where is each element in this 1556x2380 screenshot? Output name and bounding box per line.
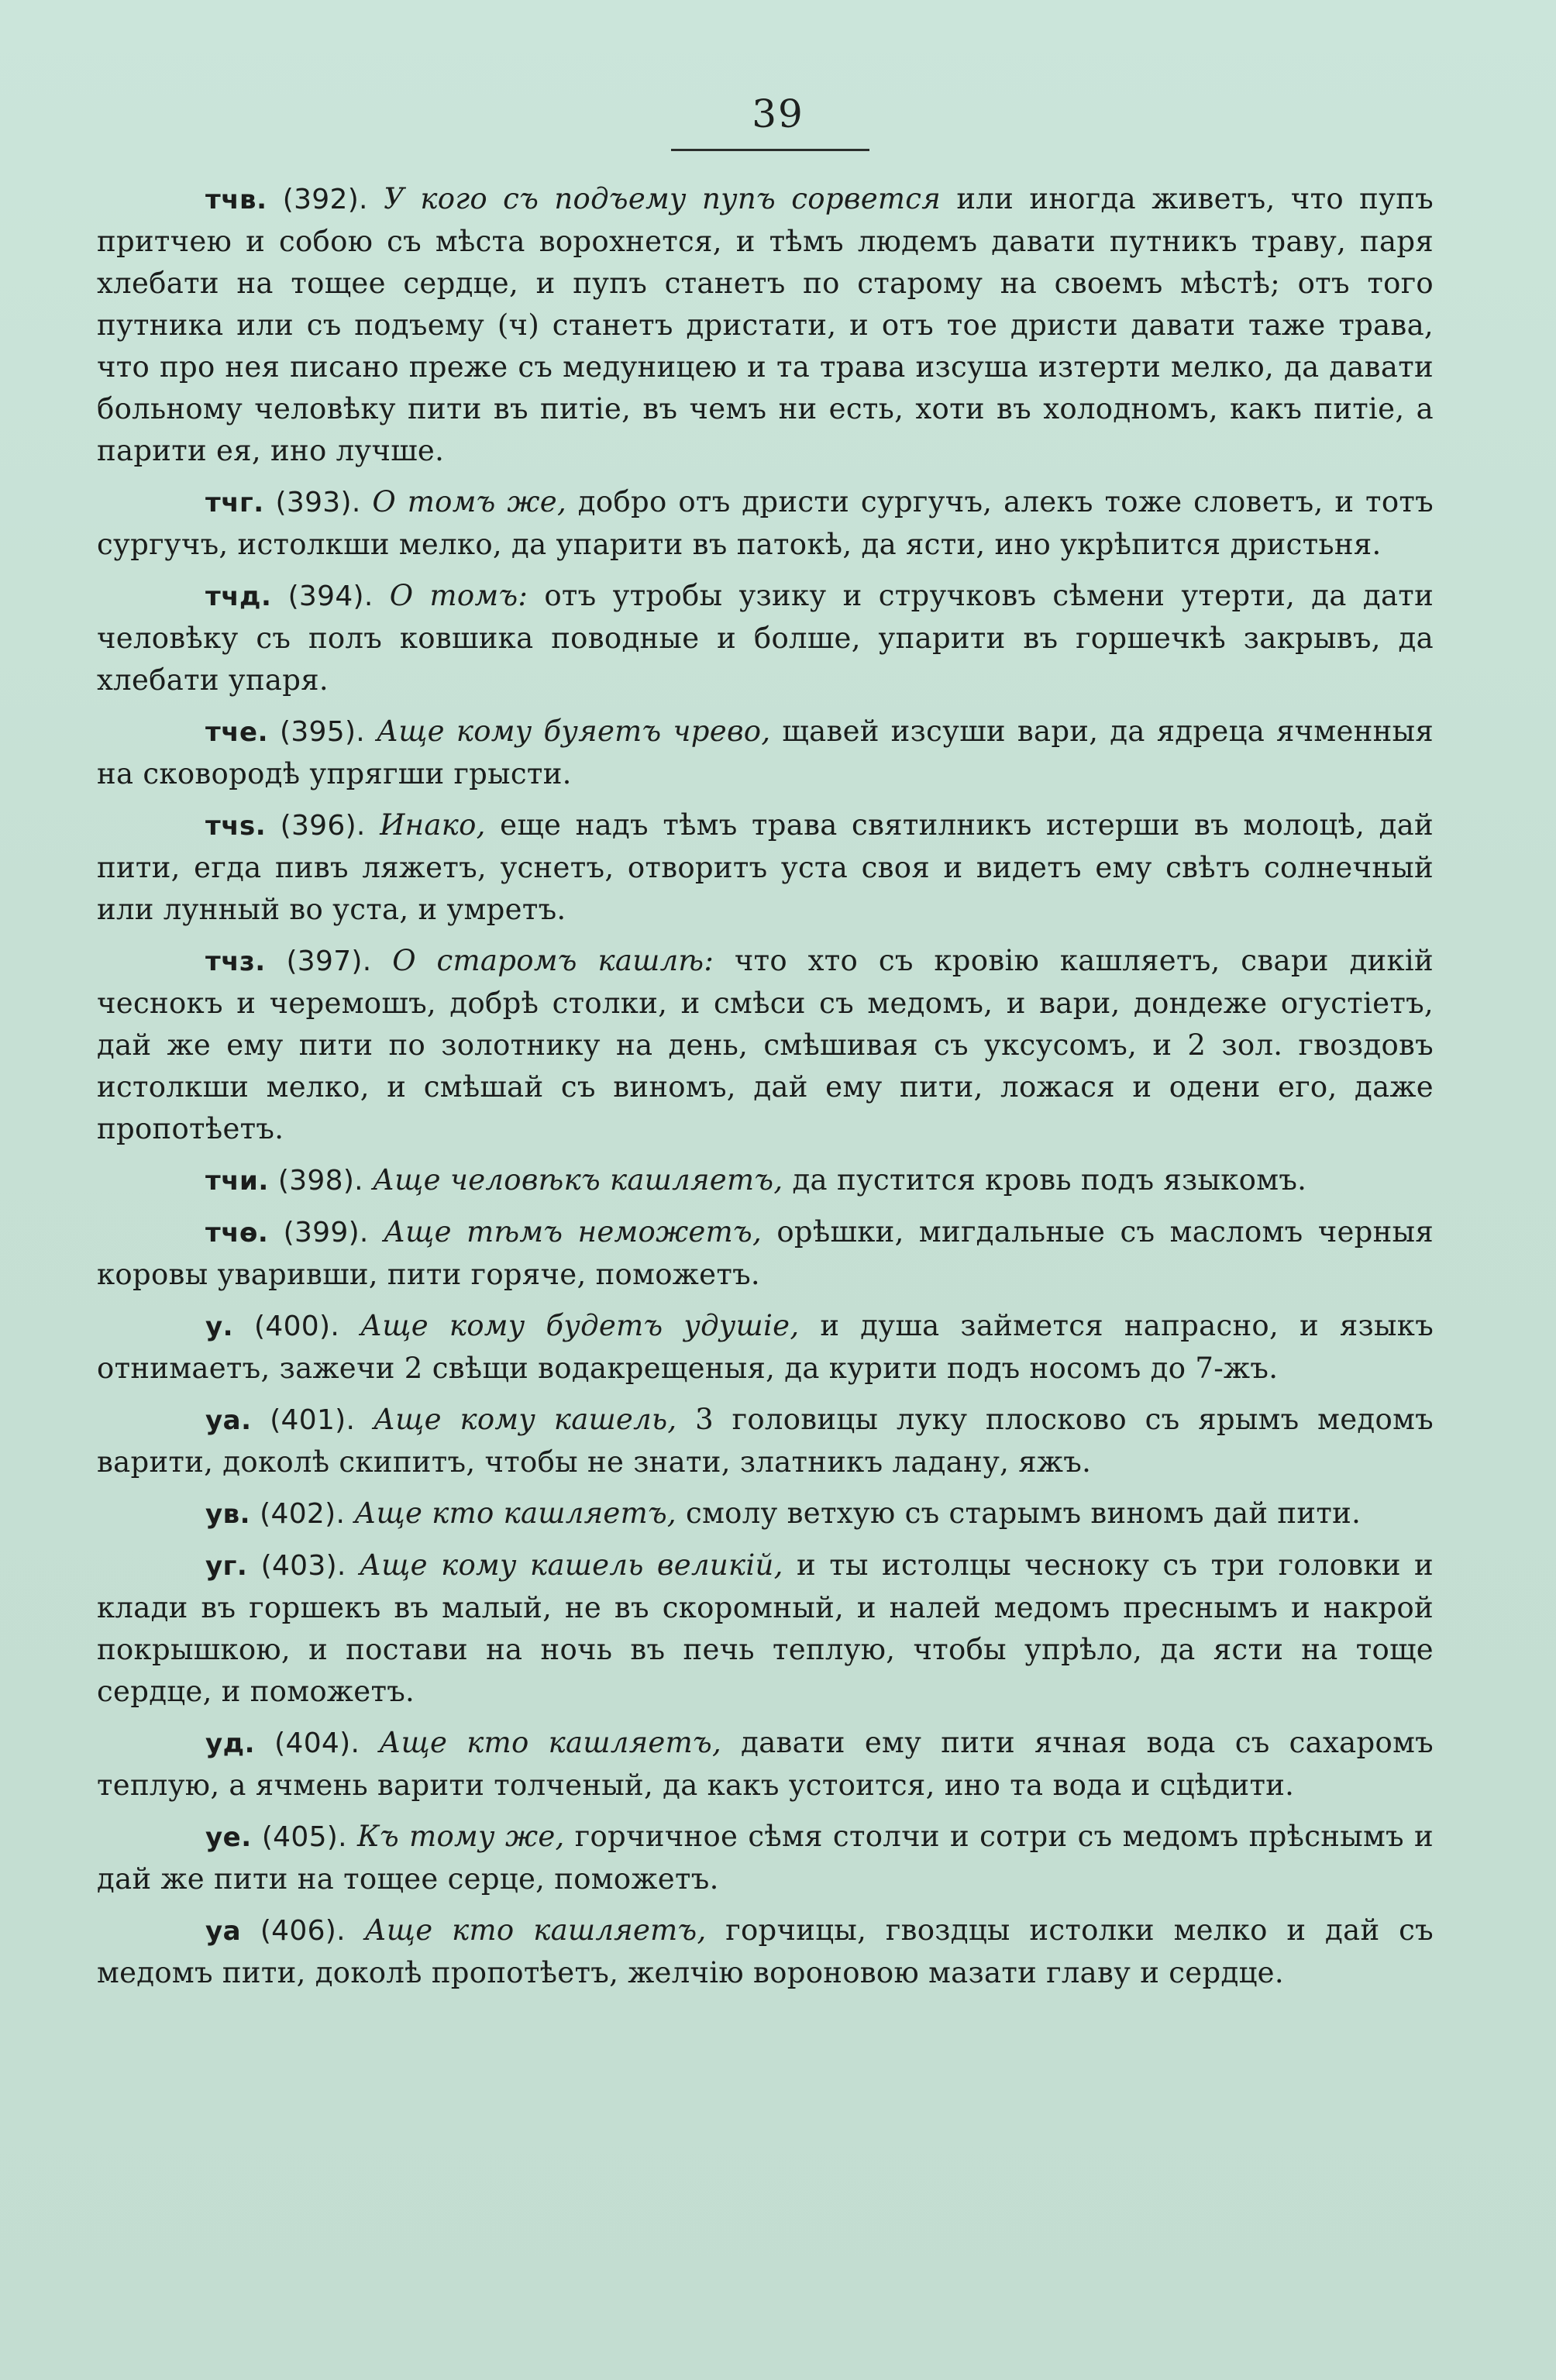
- recipe-entry: [97, 1493, 1434, 1535]
- entry-number: (402).: [260, 1498, 346, 1530]
- entry-title: Къ тому же,: [357, 1820, 565, 1853]
- entry-title: У кого съ подъему пупъ сорвется: [384, 182, 942, 215]
- recipe-entry: [97, 1399, 1434, 1483]
- entry-text: еще надъ тѣмъ трава святилникъ истерши въ молоцѣ, дай пити, егда пивъ ляжетъ, уснетъ, отворитъ уста своя и видетъ ему свѣтъ солнечный или лунный во уста, и умретъ.: [97, 808, 1434, 926]
- entry-number: (401).: [270, 1404, 356, 1436]
- entry-number: (403).: [260, 1550, 346, 1582]
- entry-title: Аще кому кашель великій,: [359, 1548, 783, 1582]
- entry-text: горчицы, гвоздцы истолки мелко и дай съ медомъ пити, доколѣ пропотѣетъ, желчію вороновою мазати главу и сердце.: [97, 1913, 1434, 1989]
- entry-text: щавей изсуши вари, да ядреца ячменныя на сковородѣ упрягши грысти.: [97, 715, 1434, 790]
- page-number: 39: [752, 91, 804, 136]
- entry-code: уг.: [205, 1551, 248, 1582]
- entry-code: тчд.: [205, 581, 272, 612]
- entry-number: (400).: [254, 1311, 340, 1342]
- entry-code: уд.: [205, 1728, 256, 1759]
- recipe-entry: [97, 575, 1434, 701]
- recipe-entry: [97, 1159, 1434, 1202]
- entry-number: (397).: [286, 945, 372, 977]
- entry-number: (395).: [280, 716, 366, 748]
- recipe-entry: [97, 178, 1434, 472]
- recipe-entry: [97, 1722, 1434, 1807]
- entry-number: (404).: [274, 1727, 360, 1759]
- entry-number: (405).: [261, 1821, 347, 1853]
- recipe-entry: [97, 1545, 1434, 1713]
- entry-code: тчѳ.: [205, 1218, 269, 1249]
- entry-title: Аще кому кашель,: [373, 1403, 677, 1436]
- entry-text: смолу ветхую съ старымъ виномъ дай пити.: [676, 1497, 1362, 1530]
- recipe-entry: [97, 804, 1434, 931]
- recipe-entry: [97, 940, 1434, 1150]
- header-rule: [671, 149, 869, 151]
- entry-number: (393).: [275, 487, 361, 518]
- entry-text: давати ему пити ячная вода съ сахаромъ теплую, а ячмень варити толченый, да какъ устоится, ино та вода и сцѣдити.: [97, 1726, 1434, 1802]
- entry-title: Аще кто кашляетъ,: [354, 1497, 676, 1530]
- entry-number: (394).: [287, 580, 374, 612]
- entry-title: Аще человѣкъ кашляетъ,: [372, 1163, 783, 1197]
- entry-code: уа: [205, 1916, 242, 1947]
- entry-number: (398).: [277, 1165, 363, 1197]
- recipe-entry: [97, 1910, 1434, 1994]
- entry-text: орѣшки, мигдальные съ масломъ черныя коровы уваривши, пити горяче, поможетъ.: [97, 1215, 1434, 1291]
- entry-title: О томъ же,: [372, 485, 567, 518]
- entry-code: уе.: [205, 1822, 252, 1853]
- entry-number: (392).: [282, 184, 368, 215]
- entry-code: тчѕ.: [205, 811, 267, 842]
- entry-code: тчг.: [205, 487, 264, 518]
- entry-text: горчичное сѣмя столчи и сотри съ медомъ прѣснымъ и дай же пити на тощее серце, поможетъ.: [97, 1820, 1434, 1896]
- page-body: [97, 178, 1434, 2003]
- recipe-entry: [97, 1305, 1434, 1390]
- entry-title: Аще тѣмъ неможетъ,: [383, 1215, 763, 1249]
- entry-number: (406).: [260, 1915, 346, 1947]
- entry-number: (396).: [280, 810, 366, 842]
- entry-text: отъ утробы узику и стручковъ сѣмени утерти, да дати человѣку съ полъ ковшика поводные и болше, упарити въ горшечкѣ закрывъ, да хлебати упаря.: [97, 579, 1434, 697]
- entry-number: (399).: [283, 1217, 369, 1249]
- entry-code: у.: [205, 1311, 234, 1342]
- recipe-entry: [97, 711, 1434, 795]
- recipe-entry: [97, 1211, 1434, 1296]
- entry-text: что хто съ кровію кашляетъ, свари дикій чеснокъ и черемошъ, добрѣ столки, и смѣси съ медомъ, и вари, дондеже огустіетъ, дай же ему пити по золотнику на день, смѣшивая съ уксусомъ, и 2 зол. гвоздовъ истолкши мелко, и смѣшай съ виномъ, дай ему пити, ложася и одени его, даже пропотѣетъ.: [97, 944, 1434, 1145]
- recipe-entry: [97, 481, 1434, 566]
- entry-code: тчз.: [205, 946, 266, 977]
- entry-text: добро отъ дристи сургучъ, алекъ тоже словетъ, и тотъ сургучъ, истолкши мелко, да упарити въ патокѣ, да ясти, ино укрѣпится дристьня.: [97, 485, 1434, 561]
- entry-title: Аще кому буяетъ чрево,: [377, 715, 771, 748]
- entry-code: тче.: [205, 717, 269, 748]
- entry-text: 3 головицы луку плосково съ ярымъ медомъ варити, доколѣ скипитъ, чтобы не знати, златникъ ладану, яжъ.: [97, 1403, 1434, 1479]
- entry-title: О старомъ кашлѣ:: [392, 944, 714, 977]
- entry-title: О томъ:: [389, 579, 528, 612]
- recipe-entry: [97, 1816, 1434, 1900]
- entry-code: ув.: [205, 1499, 251, 1530]
- entry-title: Аще кому будетъ удушіе,: [360, 1309, 800, 1342]
- entry-code: тчв.: [205, 184, 267, 215]
- entry-title: Инако,: [380, 808, 486, 842]
- entry-text: или иногда живетъ, что пупъ притчею и собою съ мѣста ворохнется, и тѣмъ людемъ давати путникъ траву, паря хлебати на тощее сердце, и пупъ станетъ по старому на своемъ мѣстѣ; отъ того путника или съ подъему (ч) станетъ дристати, и отъ тое дристи давати таже трава, что про нея писано преже съ медуницею и та трава изсуша изтерти мелко, да давати больному человѣку пити въ питіе, въ чемъ ни есть, хоти въ холодномъ, какъ питіе, а парити ея, ино лучше.: [97, 182, 1434, 467]
- entry-title: Аще кто кашляетъ,: [364, 1913, 707, 1947]
- entry-code: тчи.: [205, 1166, 269, 1197]
- entry-text: и ты истолцы чесноку съ три головки и клади въ горшекъ въ малый, не въ скоромный, и налей медомъ преснымъ и накрой покрышкою, и постави на ночь въ печь теплую, чтобы упрѣло, да ясти на тоще сердце, и поможетъ.: [97, 1548, 1434, 1708]
- entry-text: да пустится кровь подъ языкомъ.: [783, 1163, 1307, 1197]
- entry-title: Аще кто кашляетъ,: [379, 1726, 722, 1759]
- entry-code: уа.: [205, 1405, 252, 1436]
- entry-text: и душа займется напрасно, и языкъ отнимаетъ, зажечи 2 свѣщи водакрещеныя, да курити подъ носомъ до 7-жъ.: [97, 1309, 1434, 1385]
